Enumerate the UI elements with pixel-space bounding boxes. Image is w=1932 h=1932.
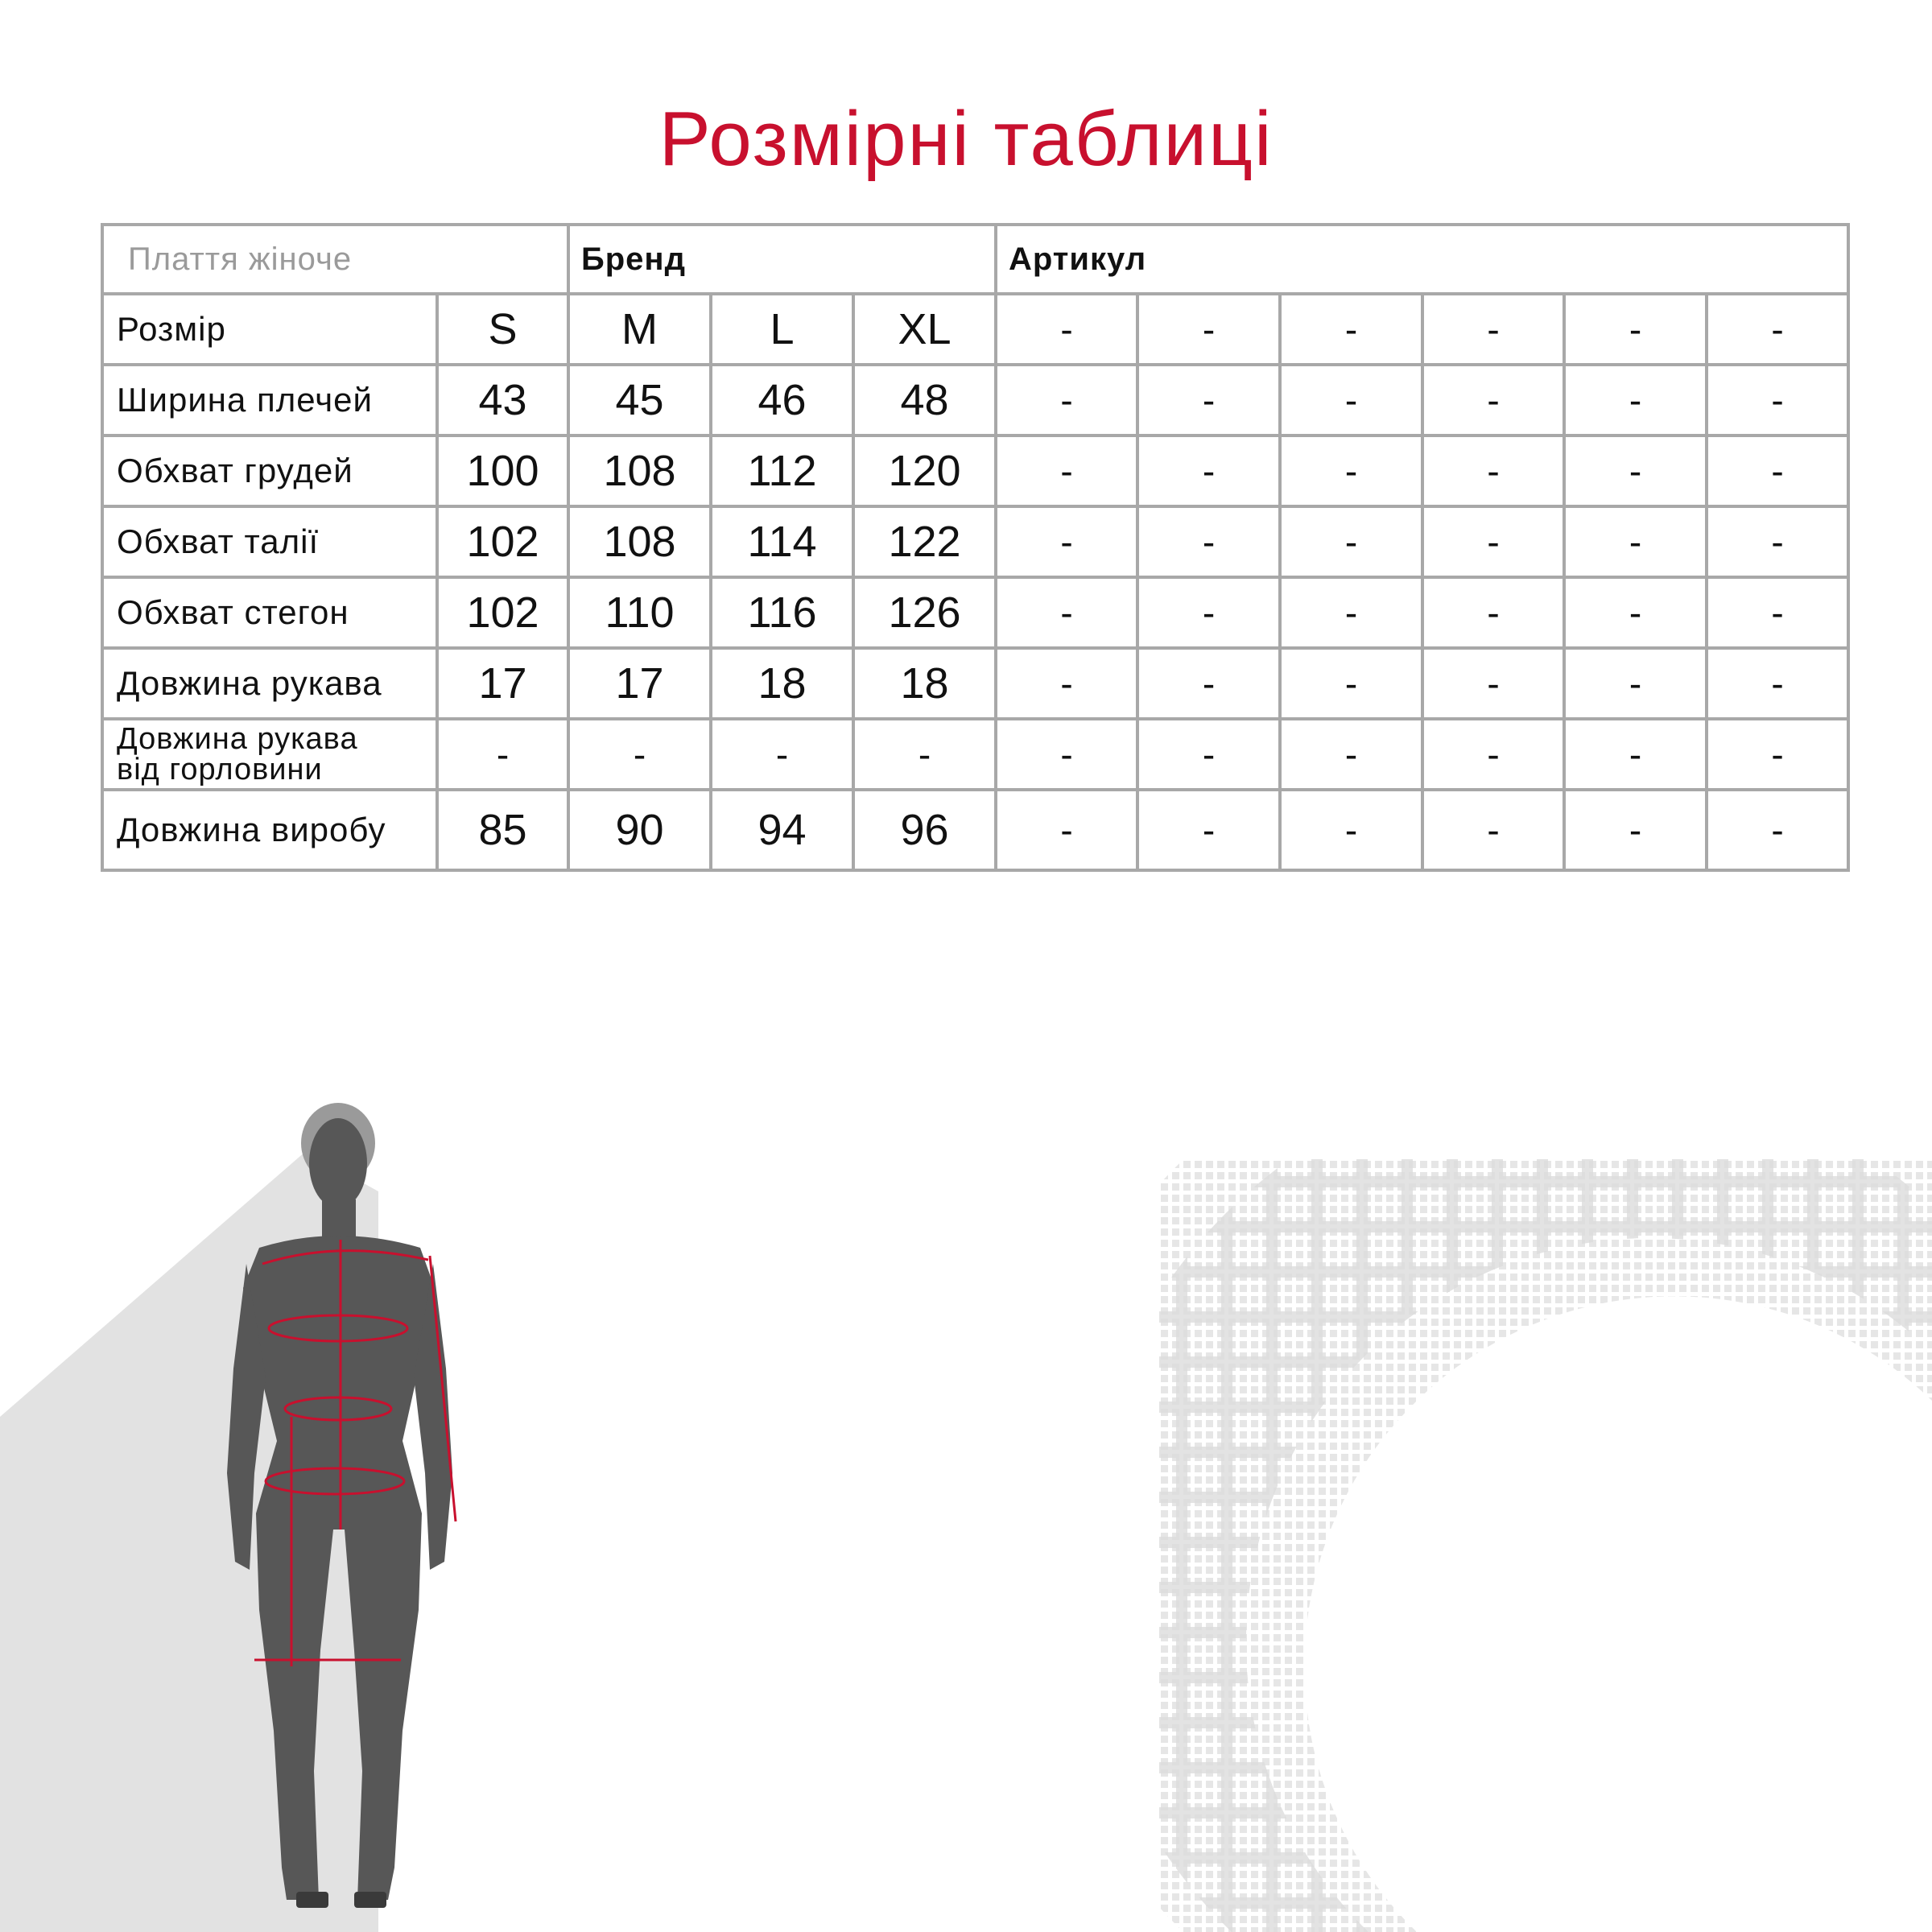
value-cell: 43 [437, 365, 568, 436]
value-cell: - [996, 719, 1137, 790]
table-row [102, 577, 1848, 648]
value-cell: - [1280, 719, 1422, 790]
value-cell: - [1137, 436, 1280, 506]
value-cell: - [1564, 790, 1707, 870]
body-measurement-figure [0, 1079, 483, 1932]
size-cell: - [1422, 294, 1564, 365]
value-cell: 85 [437, 790, 568, 870]
row-label: Ширина плечей [102, 365, 437, 436]
brand-label: Бренд [568, 225, 996, 294]
table-header-row [102, 225, 1848, 294]
table-row [102, 506, 1848, 577]
value-cell: - [1564, 436, 1707, 506]
value-cell: 126 [853, 577, 996, 648]
value-cell: - [1707, 365, 1848, 436]
value-cell: 102 [437, 577, 568, 648]
value-cell: - [1137, 506, 1280, 577]
value-cell: - [1707, 506, 1848, 577]
table-row [102, 436, 1848, 506]
value-cell: 46 [711, 365, 853, 436]
table-row [102, 790, 1848, 870]
value-cell: 48 [853, 365, 996, 436]
value-cell: - [1564, 719, 1707, 790]
value-cell: - [1422, 577, 1564, 648]
value-cell: - [1564, 577, 1707, 648]
value-cell: 110 [568, 577, 711, 648]
value-cell: - [996, 436, 1137, 506]
row-label: Розмір [102, 294, 437, 365]
value-cell: 108 [568, 506, 711, 577]
value-cell: - [1422, 436, 1564, 506]
value-cell: - [1280, 577, 1422, 648]
table-row [102, 719, 1848, 790]
value-cell: - [1137, 790, 1280, 870]
row-label-line: від горловини [117, 753, 323, 786]
size-cell: - [1564, 294, 1707, 365]
value-cell: 122 [853, 506, 996, 577]
value-cell: 90 [568, 790, 711, 870]
value-cell: 18 [853, 648, 996, 719]
value-cell: - [1422, 648, 1564, 719]
value-cell: - [1137, 719, 1280, 790]
value-cell: - [1137, 365, 1280, 436]
size-table [101, 223, 1850, 872]
article-label: Артикул [996, 225, 1848, 294]
value-cell: 94 [711, 790, 853, 870]
value-cell: - [1280, 790, 1422, 870]
value-cell: - [1280, 648, 1422, 719]
value-cell: - [996, 790, 1137, 870]
value-cell: 45 [568, 365, 711, 436]
row-label: Обхват стегон [102, 577, 437, 648]
value-cell: - [711, 719, 853, 790]
value-cell: - [996, 648, 1137, 719]
value-cell: - [1707, 436, 1848, 506]
row-label: Обхват талії [102, 506, 437, 577]
row-label: Довжина рукава [102, 648, 437, 719]
value-cell: - [1707, 577, 1848, 648]
size-cell: L [711, 294, 853, 365]
size-cell: XL [853, 294, 996, 365]
value-cell: - [1137, 648, 1280, 719]
value-cell: 17 [568, 648, 711, 719]
value-cell: - [1280, 436, 1422, 506]
table-row [102, 648, 1848, 719]
size-cell: M [568, 294, 711, 365]
row-label-line: Довжина рукава [117, 722, 358, 756]
size-cell: - [996, 294, 1137, 365]
value-cell: 18 [711, 648, 853, 719]
value-cell: - [1280, 506, 1422, 577]
value-cell: - [568, 719, 711, 790]
table-row [102, 365, 1848, 436]
value-cell: 120 [853, 436, 996, 506]
value-cell: 108 [568, 436, 711, 506]
value-cell: - [1564, 365, 1707, 436]
value-cell: - [1422, 506, 1564, 577]
value-cell: 102 [437, 506, 568, 577]
size-cell: - [1707, 294, 1848, 365]
value-cell: - [1564, 648, 1707, 719]
row-label: Довжина виробу [102, 790, 437, 870]
value-cell: - [1422, 719, 1564, 790]
value-cell: - [437, 719, 568, 790]
row-label [102, 719, 437, 790]
row-label: Обхват грудей [102, 436, 437, 506]
value-cell: 114 [711, 506, 853, 577]
value-cell: 17 [437, 648, 568, 719]
value-cell: 116 [711, 577, 853, 648]
value-cell: 96 [853, 790, 996, 870]
size-row [102, 294, 1848, 365]
size-cell: - [1137, 294, 1280, 365]
value-cell: - [996, 506, 1137, 577]
value-cell: - [1280, 365, 1422, 436]
size-cell: - [1280, 294, 1422, 365]
value-cell: - [1707, 790, 1848, 870]
value-cell: - [1422, 365, 1564, 436]
value-cell: - [1707, 719, 1848, 790]
value-cell: - [1707, 648, 1848, 719]
value-cell: 100 [437, 436, 568, 506]
embroidery-ornament [1159, 1159, 1932, 1932]
value-cell: - [1137, 577, 1280, 648]
value-cell: - [996, 365, 1137, 436]
value-cell: - [1422, 790, 1564, 870]
value-cell: 112 [711, 436, 853, 506]
value-cell: - [853, 719, 996, 790]
page-title: Розмірні таблиці [658, 96, 1274, 182]
value-cell: - [1564, 506, 1707, 577]
size-cell: S [437, 294, 568, 365]
product-type-label: Плаття жіноче [102, 225, 568, 294]
value-cell: - [996, 577, 1137, 648]
